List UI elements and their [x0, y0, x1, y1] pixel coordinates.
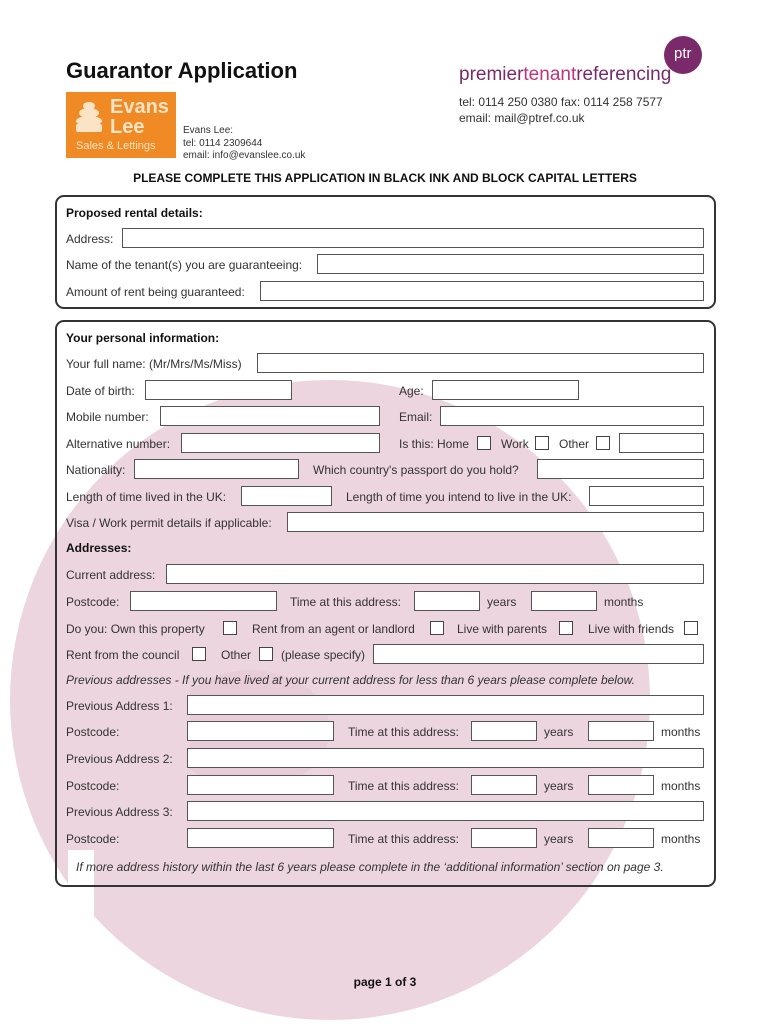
- other-tenure-checkbox[interactable]: [259, 647, 273, 661]
- length-uk-label: Length of time lived in the UK:: [66, 490, 227, 504]
- live-parents-label: Live with parents: [457, 622, 548, 636]
- prev3-years-label: years: [544, 832, 574, 846]
- rent-agent-checkbox[interactable]: [430, 621, 444, 635]
- brand-wordmark: premiertenantreferencing: [459, 64, 672, 85]
- prev1-address-input[interactable]: [187, 695, 704, 715]
- nationality-label: Nationality:: [66, 463, 126, 477]
- page-number: page 1 of 3: [353, 975, 417, 989]
- prev3-postcode-label: Postcode:: [66, 832, 120, 846]
- age-input[interactable]: [432, 380, 579, 400]
- home-checkbox[interactable]: [477, 436, 491, 450]
- nationality-input[interactable]: [134, 459, 299, 479]
- current-years-input[interactable]: [414, 591, 480, 611]
- prev1-label: Previous Address 1:: [66, 699, 173, 713]
- logo-line1: Evans: [110, 96, 169, 118]
- ptr-badge: ptr: [664, 36, 702, 74]
- previous-addresses-note: Previous addresses - If you have lived at your current address for less than 6 years please complete below.: [66, 673, 635, 687]
- intend-uk-input[interactable]: [589, 486, 704, 506]
- prev3-label: Previous Address 3:: [66, 805, 173, 819]
- live-friends-checkbox[interactable]: [684, 621, 698, 635]
- full-name-label: Your full name: (Mr/Mrs/Ms/Miss): [66, 357, 242, 371]
- page-title: Guarantor Application: [66, 58, 298, 83]
- prev2-months-input[interactable]: [588, 775, 654, 795]
- prev1-time-label: Time at this address:: [348, 725, 459, 739]
- logo-line2: Lee: [110, 116, 145, 138]
- prev3-years-input[interactable]: [471, 828, 537, 848]
- address-label: Address:: [66, 232, 114, 246]
- rental-heading: Proposed rental details:: [66, 206, 203, 220]
- personal-heading: Your personal information:: [66, 331, 220, 345]
- email-label: Email:: [399, 410, 433, 424]
- tenant-name-label: Name of the tenant(s) you are guaranteeing:: [66, 258, 303, 272]
- mobile-label: Mobile number:: [66, 410, 149, 424]
- rent-council-label: Rent from the council: [66, 648, 180, 662]
- please-specify-label: (please specify): [281, 648, 366, 662]
- current-postcode-label: Postcode:: [66, 595, 120, 609]
- current-address-label: Current address:: [66, 568, 156, 582]
- brand-contact-phone: tel: 0114 250 0380 fax: 0114 258 7577: [459, 95, 663, 109]
- prev1-years-input[interactable]: [471, 721, 537, 741]
- prev3-months-input[interactable]: [588, 828, 654, 848]
- instruction-banner: PLEASE COMPLETE THIS APPLICATION IN BLACK INK AND BLOCK CAPITAL LETTERS: [133, 171, 637, 185]
- passport-country-input[interactable]: [537, 459, 704, 479]
- prev2-months-label: months: [661, 779, 701, 793]
- other-tenure-label: Other: [221, 648, 252, 662]
- prev3-time-label: Time at this address:: [348, 832, 459, 846]
- current-months-label: months: [604, 595, 644, 609]
- prev2-postcode-label: Postcode:: [66, 779, 120, 793]
- age-label: Age:: [399, 384, 424, 398]
- beehive-icon: [74, 100, 104, 134]
- current-time-label: Time at this address:: [290, 595, 401, 609]
- length-uk-input[interactable]: [241, 486, 332, 506]
- agent-tel: tel: 0114 2309644: [183, 138, 263, 149]
- evans-lee-logo: [66, 92, 176, 158]
- alt-number-input[interactable]: [181, 433, 380, 453]
- own-property-checkbox[interactable]: [223, 621, 237, 635]
- prev1-postcode-input[interactable]: [187, 721, 334, 741]
- dob-input[interactable]: [145, 380, 292, 400]
- dob-label: Date of birth:: [66, 384, 135, 398]
- prev2-address-input[interactable]: [187, 748, 704, 768]
- current-postcode-input[interactable]: [130, 591, 277, 611]
- prev1-months-label: months: [661, 725, 701, 739]
- prev3-address-input[interactable]: [187, 801, 704, 821]
- rent-amount-input[interactable]: [260, 281, 704, 301]
- live-parents-checkbox[interactable]: [559, 621, 573, 635]
- prev1-postcode-label: Postcode:: [66, 725, 120, 739]
- mobile-input[interactable]: [160, 406, 380, 426]
- agent-email: email: info@evanslee.co.uk: [183, 150, 306, 161]
- prev3-months-label: months: [661, 832, 701, 846]
- other-label: Other: [559, 437, 590, 451]
- current-address-input[interactable]: [166, 564, 704, 584]
- rent-agent-label: Rent from an agent or landlord: [252, 622, 415, 636]
- agent-name: Evans Lee:: [183, 125, 234, 136]
- prev2-label: Previous Address 2:: [66, 752, 173, 766]
- work-checkbox[interactable]: [535, 436, 549, 450]
- addresses-heading: Addresses:: [66, 541, 132, 555]
- prev2-time-label: Time at this address:: [348, 779, 459, 793]
- intend-uk-label: Length of time you intend to live in the UK:: [346, 490, 572, 504]
- current-months-input[interactable]: [531, 591, 597, 611]
- rent-council-checkbox[interactable]: [192, 647, 206, 661]
- other-checkbox[interactable]: [596, 436, 610, 450]
- live-friends-label: Live with friends: [588, 622, 675, 636]
- email-input[interactable]: [440, 406, 704, 426]
- is-this-home-label: Is this: Home: [399, 437, 470, 451]
- passport-label: Which country's passport do you hold?: [313, 463, 519, 477]
- prev1-years-label: years: [544, 725, 574, 739]
- more-history-note: If more address history within the last 6 years please complete in the ‘additional information’ section on page 3.: [76, 860, 664, 874]
- own-property-label: Do you: Own this property: [66, 622, 205, 636]
- prev2-years-input[interactable]: [471, 775, 537, 795]
- brand-contact-email: email: mail@ptref.co.uk: [459, 111, 585, 125]
- other-tenure-input[interactable]: [373, 644, 704, 664]
- tenant-name-input[interactable]: [317, 254, 704, 274]
- logo-tagline: Sales & Lettings: [76, 140, 156, 152]
- prev1-months-input[interactable]: [588, 721, 654, 741]
- prev2-years-label: years: [544, 779, 574, 793]
- prev2-postcode-input[interactable]: [187, 775, 334, 795]
- visa-input[interactable]: [287, 512, 704, 532]
- prev3-postcode-input[interactable]: [187, 828, 334, 848]
- full-name-input[interactable]: [257, 353, 704, 373]
- rent-amount-label: Amount of rent being guaranteed:: [66, 285, 245, 299]
- rental-address-input[interactable]: [122, 228, 704, 248]
- other-number-type-input[interactable]: [619, 433, 704, 453]
- visa-label: Visa / Work permit details if applicable:: [66, 516, 272, 530]
- work-label: Work: [501, 437, 529, 451]
- alt-number-label: Alternative number:: [66, 437, 171, 451]
- current-years-label: years: [487, 595, 517, 609]
